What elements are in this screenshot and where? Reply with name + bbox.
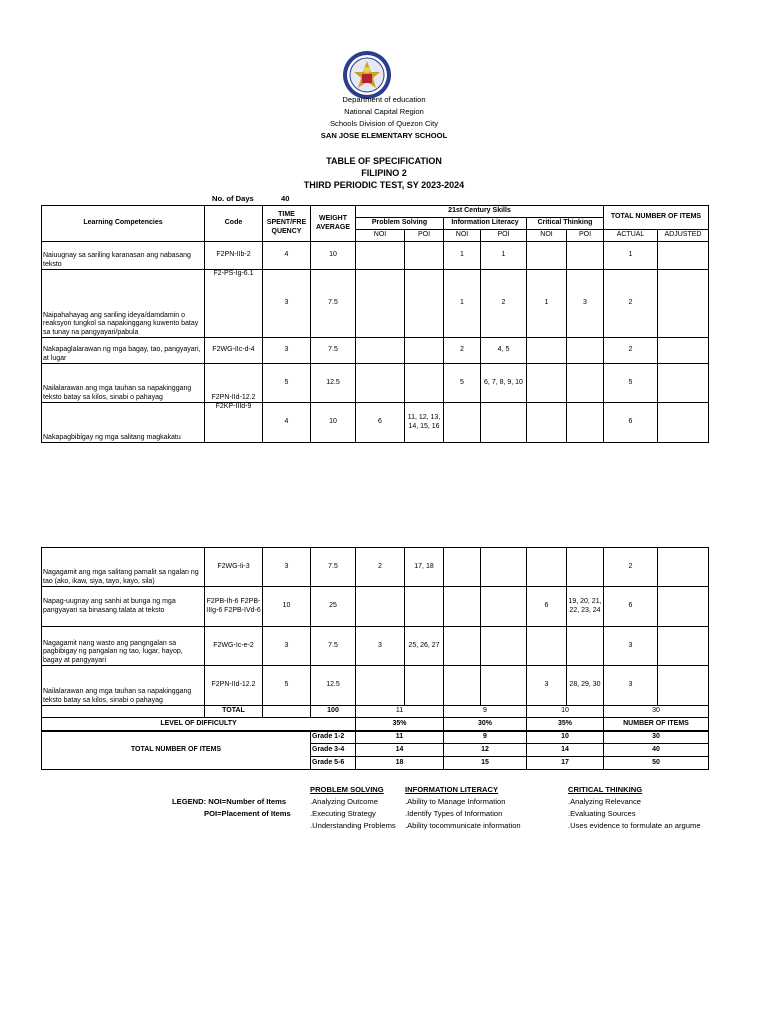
- cell-il-poi: 2: [481, 270, 527, 338]
- cell-weight: 10: [311, 403, 356, 443]
- grade-row-label: Grade 1-2: [311, 731, 356, 744]
- cell-actual: 5: [604, 364, 658, 403]
- grade-il: 12: [444, 744, 527, 757]
- cell-il-noi: 2: [444, 338, 481, 364]
- difficulty-il: 30%: [444, 718, 527, 731]
- legend-ps-title: PROBLEM SOLVING: [310, 785, 384, 794]
- grade-il: 9: [444, 731, 527, 744]
- cell-time-spent: 3: [263, 338, 311, 364]
- cell-adjusted: [658, 548, 709, 587]
- days-value: 40: [281, 194, 290, 203]
- table-row: [42, 627, 709, 666]
- cell-ct-noi: 6: [527, 587, 567, 627]
- col-code: Code: [205, 206, 263, 242]
- region-name: National Capital Region: [344, 107, 424, 116]
- col-il-poi: POI: [481, 230, 527, 242]
- cell-il-noi: 5: [444, 364, 481, 403]
- cell-ps-noi: [356, 338, 405, 364]
- legend-il-item: .Ability to Manage Information: [405, 797, 506, 806]
- cell-adjusted: [658, 270, 709, 338]
- cell-ct-noi: [527, 627, 567, 666]
- cell-ct-noi: [527, 242, 567, 270]
- grade-row-label: Grade 3-4: [311, 744, 356, 757]
- cell-adjusted: [658, 364, 709, 403]
- col-information-literacy: Information Literacy: [444, 218, 527, 230]
- cell-actual: 2: [604, 338, 658, 364]
- school-name: SAN JOSE ELEMENTARY SCHOOL: [320, 131, 448, 140]
- dept-name: Department of education: [342, 95, 426, 104]
- cell-ct-noi: 3: [527, 666, 567, 706]
- cell-ct-poi: [567, 627, 604, 666]
- cell-time-spent: 4: [263, 242, 311, 270]
- cell-il-poi: [481, 666, 527, 706]
- cell-il-poi: [481, 403, 527, 443]
- title-line-3: THIRD PERIODIC TEST, SY 2023-2024: [303, 180, 465, 190]
- cell-ct-noi: [527, 403, 567, 443]
- cell-ps-noi: [356, 364, 405, 403]
- grade-ps: 14: [356, 744, 444, 757]
- table-row: [42, 587, 709, 627]
- cell-il-poi: 4, 5: [481, 338, 527, 364]
- cell-time-spent: 3: [263, 270, 311, 338]
- cell-ct-poi: [567, 548, 604, 587]
- cell-ps-noi: [356, 587, 405, 627]
- cell-ps-poi: [405, 364, 444, 403]
- cell-ps-noi: [356, 242, 405, 270]
- title-line-1: TABLE OF SPECIFICATION: [326, 156, 442, 166]
- cell-adjusted: [658, 666, 709, 706]
- cell-il-noi: [444, 548, 481, 587]
- cell-time-spent: 3: [263, 627, 311, 666]
- col-ct-noi: NOI: [527, 230, 567, 242]
- cell-code: F2WG-IIc-d-4: [205, 338, 263, 364]
- cell-actual: 2: [604, 548, 658, 587]
- cell-competency: Nakapagbibigay ng mga salitang magkakatu: [42, 403, 205, 443]
- legend-noi: LEGEND: NOI=Number of Items: [172, 797, 287, 806]
- grade-ct: 17: [527, 757, 604, 770]
- cell-actual: 6: [604, 587, 658, 627]
- cell-weight: 7.5: [311, 548, 356, 587]
- cell-ct-poi: [567, 242, 604, 270]
- total-ct: 10: [527, 706, 604, 718]
- cell-ct-noi: 1: [527, 270, 567, 338]
- grade-total: 50: [604, 757, 709, 770]
- cell-il-noi: 1: [444, 270, 481, 338]
- cell-adjusted: [658, 338, 709, 364]
- cell-code: F2WG-Ii-3: [205, 548, 263, 587]
- grade-ps: 18: [356, 757, 444, 770]
- table-row: [42, 338, 709, 364]
- cell-il-poi: 6, 7, 8, 9, 10: [481, 364, 527, 403]
- legend-il-item: .Identify Types of Information: [405, 809, 503, 818]
- grade-ps: 11: [356, 731, 444, 744]
- col-il-noi: NOI: [444, 230, 481, 242]
- cell-competency: Naiuugnay sa sariling karanasan ang nabasang teksto: [42, 242, 205, 270]
- cell-ct-poi: [567, 364, 604, 403]
- legend-il-title: INFORMATION LITERACY: [405, 785, 499, 794]
- cell-il-poi: [481, 627, 527, 666]
- cell-time-spent: 3: [263, 548, 311, 587]
- col-learning-competencies: Learning Competencies: [42, 206, 205, 242]
- legend-poi: POI=Placement of Items: [204, 809, 291, 818]
- grade-total: 30: [604, 731, 709, 744]
- legend-ps-item: .Executing Strategy: [310, 809, 376, 818]
- cell-il-poi: 1: [481, 242, 527, 270]
- total-items: 30: [604, 706, 709, 718]
- cell-ps-poi: 25, 26, 27: [405, 627, 444, 666]
- cell-ct-noi: [527, 548, 567, 587]
- total-ps: 11: [356, 706, 444, 718]
- cell-adjusted: [658, 403, 709, 443]
- cell-competency: Nakapaglalarawan ng mga bagay, tao, pangyayari, at lugar: [42, 338, 205, 364]
- cell-ct-poi: 28, 29, 30: [567, 666, 604, 706]
- legend-ct-item: .Evaluating Sources: [568, 809, 636, 818]
- col-problem-solving: Problem Solving: [356, 218, 444, 230]
- cell-weight: 12.5: [311, 364, 356, 403]
- cell-time-spent: 4: [263, 403, 311, 443]
- cell-weight: 25: [311, 587, 356, 627]
- grade-ct: 14: [527, 744, 604, 757]
- cell-time-spent: 5: [263, 666, 311, 706]
- legend-ct-item: .Uses evidence to formulate an argume: [568, 821, 701, 830]
- division-name: Schools Division of Quezon City: [329, 119, 439, 128]
- grade-il: 15: [444, 757, 527, 770]
- cell-weight: 7.5: [311, 338, 356, 364]
- cell-ct-noi: [527, 338, 567, 364]
- legend-ps-item: .Understanding Problems: [310, 821, 396, 830]
- cell-code: F2WG-Ic-e-2: [205, 627, 263, 666]
- cell-competency: Naipahahayag ang sariling ideya/damdamin o reaksyon tungkol sa napakinggang kuwento batay sa tunay na pangyayari/pabula: [42, 270, 205, 338]
- cell-code: F2PN-IId-12.2: [205, 364, 263, 403]
- legend-ct-item: .Analyzing Relevance: [568, 797, 642, 806]
- cell-ps-poi: 17, 18: [405, 548, 444, 587]
- cell-ct-poi: 3: [567, 270, 604, 338]
- cell-weight: 7.5: [311, 270, 356, 338]
- legend-ps-item: .Analyzing Outcome: [310, 797, 378, 806]
- cell-ps-poi: 11, 12, 13, 14, 15, 16: [405, 403, 444, 443]
- cell-weight: 10: [311, 242, 356, 270]
- cell-competency: Nailalarawan ang mga tauhan sa napakinggang teksto batay sa kilos, sinabi o pahayag: [42, 364, 205, 403]
- difficulty-ct: 35%: [527, 718, 604, 731]
- cell-il-noi: [444, 666, 481, 706]
- cell-competency: Nagagamit nang wasto ang pangngalan sa pagbibigay ng pangalan ng tao, lugar, hayop, bagay at pangyayari: [42, 627, 205, 666]
- col-ps-noi: NOI: [356, 230, 405, 242]
- cell-ps-noi: [356, 270, 405, 338]
- total-il: 9: [444, 706, 527, 718]
- spec-table-bottom: [41, 547, 709, 770]
- cell-adjusted: [658, 242, 709, 270]
- cell-actual: 3: [604, 627, 658, 666]
- difficulty-label: LEVEL OF DIFFICULTY: [42, 718, 356, 731]
- cell-il-noi: 1: [444, 242, 481, 270]
- cell-code: F2PB-Ih-6 F2PB-IIIg-6 F2PB-IVd-6: [205, 587, 263, 627]
- cell-ps-poi: [405, 587, 444, 627]
- table-row: [42, 242, 709, 270]
- cell-code: F2PN-IIb-2: [205, 242, 263, 270]
- cell-actual: 6: [604, 403, 658, 443]
- cell-ct-poi: [567, 403, 604, 443]
- cell-il-poi: [481, 587, 527, 627]
- cell-ps-noi: 2: [356, 548, 405, 587]
- col-total-items: TOTAL NUMBER OF ITEMS: [604, 206, 709, 230]
- col-weight-average: WEIGHT AVERAGE: [311, 206, 356, 242]
- cell-ps-noi: [356, 666, 405, 706]
- col-21st-century-skills: 21st Century Skills: [356, 206, 604, 218]
- title-line-2: FILIPINO 2: [361, 168, 407, 178]
- cell-weight: 12.5: [311, 666, 356, 706]
- cell-il-noi: [444, 627, 481, 666]
- cell-ct-noi: [527, 364, 567, 403]
- difficulty-ps: 35%: [356, 718, 444, 731]
- difficulty-total: NUMBER OF ITEMS: [604, 718, 709, 731]
- cell-code: F2-PS-Ig-6.1: [205, 270, 263, 338]
- cell-il-noi: [444, 587, 481, 627]
- col-critical-thinking: Critical Thinking: [527, 218, 604, 230]
- grade-section-label: TOTAL NUMBER OF ITEMS: [42, 731, 311, 770]
- cell-ps-noi: 6: [356, 403, 405, 443]
- cell-code: F2KP-IIId-9: [205, 403, 263, 443]
- cell-actual: 2: [604, 270, 658, 338]
- total-weight: 100: [311, 706, 356, 718]
- cell-competency: Nailalarawan ang mga tauhan sa napakinggang teksto batay sa kilos, sinabi o pahayag: [42, 666, 205, 706]
- deped-seal-icon: [342, 50, 392, 100]
- cell-il-poi: [481, 548, 527, 587]
- cell-adjusted: [658, 587, 709, 627]
- table-row: [42, 270, 709, 338]
- table-row: [42, 403, 709, 443]
- cell-competency: Nagagamit ang mga salitang pamalit sa ngalan ng tao (ako, ikaw, siya, tayo, kayo, sila): [42, 548, 205, 587]
- grade-ct: 10: [527, 731, 604, 744]
- grade-row-label: Grade 5-6: [311, 757, 356, 770]
- cell-weight: 7.5: [311, 627, 356, 666]
- legend-il-item: .Ability tocommunicate information: [405, 821, 521, 830]
- table-row: [42, 666, 709, 706]
- cell-actual: 3: [604, 666, 658, 706]
- cell-ct-poi: 19, 20, 21, 22, 23, 24: [567, 587, 604, 627]
- legend-ct-title: CRITICAL THINKING: [568, 785, 643, 794]
- col-ps-poi: POI: [405, 230, 444, 242]
- table-row: [42, 364, 709, 403]
- cell-time-spent: 10: [263, 587, 311, 627]
- days-label: No. of Days: [212, 194, 254, 203]
- cell-ct-poi: [567, 338, 604, 364]
- cell-adjusted: [658, 627, 709, 666]
- col-actual: ACTUAL: [604, 230, 658, 242]
- table-row: [42, 548, 709, 587]
- cell-ps-poi: [405, 242, 444, 270]
- total-label: TOTAL: [205, 706, 263, 718]
- col-time-spent: TIME SPENT/FRE QUENCY: [263, 206, 311, 242]
- cell-actual: 1: [604, 242, 658, 270]
- cell-time-spent: 5: [263, 364, 311, 403]
- col-adjusted: ADJUSTED: [658, 230, 709, 242]
- grade-total: 40: [604, 744, 709, 757]
- cell-ps-noi: 3: [356, 627, 405, 666]
- cell-ps-poi: [405, 270, 444, 338]
- cell-ps-poi: [405, 338, 444, 364]
- cell-ps-poi: [405, 666, 444, 706]
- cell-code: F2PN-IId-12.2: [205, 666, 263, 706]
- spec-table-top: [41, 205, 709, 443]
- cell-il-noi: [444, 403, 481, 443]
- col-ct-poi: POI: [567, 230, 604, 242]
- cell-competency: Napag-uugnay ang sanhi at bunga ng mga pangyayari sa binasang talata at teksto: [42, 587, 205, 627]
